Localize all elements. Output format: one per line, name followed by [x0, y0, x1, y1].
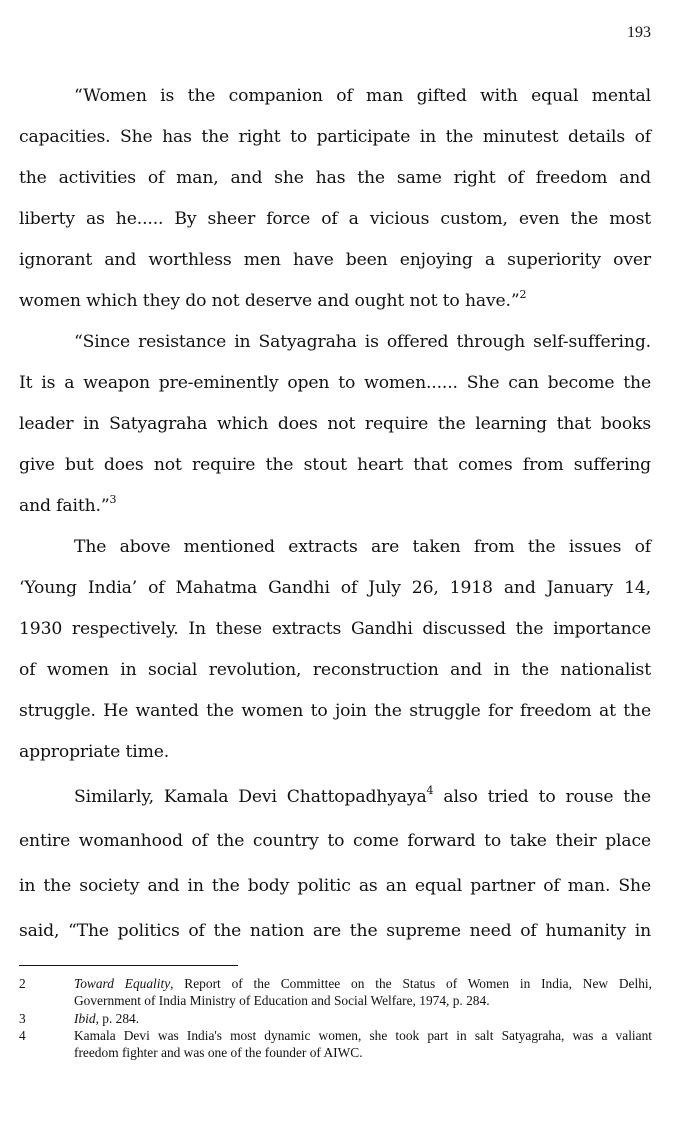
footnote-ref-2[interactable]: 2 — [519, 288, 527, 302]
body-line — [19, 875, 651, 897]
footnote-ref-4[interactable]: 4 — [426, 784, 434, 798]
page-number: 193 — [627, 24, 651, 41]
body-line — [19, 454, 651, 476]
line-text: ‘Young India’ of Mahatma Gandhi of July 26, 1918 and January 14, — [19, 578, 651, 598]
body-line — [19, 830, 651, 852]
body-line — [19, 659, 651, 681]
body-line — [74, 786, 651, 808]
body-line — [19, 413, 651, 435]
footnote-text — [74, 1027, 652, 1062]
line-text: entire womanhood of the country to come forward to take their place — [19, 831, 651, 851]
footnote-number: 2 — [19, 976, 26, 991]
line-text: women which they do not deserve and ought not to have.” — [19, 291, 520, 311]
footnote-ref-3[interactable]: 3 — [109, 493, 117, 507]
footnote-text — [74, 975, 652, 1010]
line-text: “Women is the companion of man gifted with equal mental — [74, 86, 651, 106]
body-line — [19, 208, 651, 230]
line-text: ignorant and worthless men have been enjoying a superiority over — [19, 250, 651, 270]
line-text: the activities of man, and she has the same right of freedom and — [19, 168, 651, 188]
footnote-number: 3 — [19, 1011, 26, 1026]
body-line — [19, 741, 651, 763]
body-line — [19, 577, 651, 599]
footnote-line — [74, 1010, 652, 1027]
footnote-line — [74, 975, 652, 992]
line-text: give but does not require the stout heart that comes from suffering — [19, 455, 651, 475]
body-line — [19, 700, 651, 722]
body-line — [19, 618, 651, 640]
footnote-line-text: , p. 284. — [95, 1011, 140, 1026]
line-text: capacities. She has the right to participate in the minutest details of — [19, 127, 651, 147]
line-text: and faith.” — [19, 496, 110, 516]
footnote-title: Toward Equality — [74, 976, 171, 991]
body-line — [19, 126, 651, 148]
line-text: leader in Satyagraha which does not require the learning that books — [19, 414, 651, 434]
body-line — [74, 331, 651, 353]
line-text: of women in social revolution, reconstruction and in the nationalist — [19, 660, 651, 680]
line-text: also tried to rouse the — [433, 787, 652, 807]
line-text: It is a weapon pre-eminently open to women...... She can become the — [19, 373, 651, 393]
body-line — [19, 372, 651, 394]
footnote-text — [74, 1010, 652, 1027]
body-line — [19, 249, 651, 271]
line-text: “Since resistance in Satyagraha is offered through self-suffering. — [74, 332, 651, 352]
footnote-line-text: , Report of the Committee on the Status of Women in India, New Delhi, — [170, 976, 652, 991]
footnote-title: Ibid — [74, 1011, 96, 1026]
footnote-separator — [19, 965, 238, 966]
body-line — [74, 536, 651, 558]
body-line — [19, 495, 651, 517]
body-line — [19, 290, 651, 312]
body-line — [19, 920, 651, 942]
line-text: appropriate time. — [19, 742, 170, 762]
footnote-line: freedom fighter and was one of the founder of AIWC. — [74, 1045, 363, 1061]
line-text: Similarly, Kamala Devi Chattopadhyaya — [74, 787, 427, 807]
body-line — [19, 167, 651, 189]
line-text: The above mentioned extracts are taken from the issues of — [74, 537, 651, 557]
line-text: in the society and in the body politic as an equal partner of man. She — [19, 876, 651, 896]
footnote-line: Government of India Ministry of Education and Social Welfare, 1974, p. 284. — [74, 993, 490, 1009]
footnote-line: Kamala Devi was India's most dynamic women, she took part in salt Satyagraha, was a valiant — [74, 1028, 652, 1043]
line-text: struggle. He wanted the women to join the struggle for freedom at the — [19, 701, 651, 721]
footnote-number: 4 — [19, 1028, 26, 1043]
line-text: 1930 respectively. In these extracts Gandhi discussed the importance — [19, 619, 651, 639]
line-text: liberty as he..... By sheer force of a vicious custom, even the most — [19, 209, 651, 229]
body-line — [74, 85, 651, 107]
line-text: said, “The politics of the nation are the supreme need of humanity in — [19, 921, 651, 941]
